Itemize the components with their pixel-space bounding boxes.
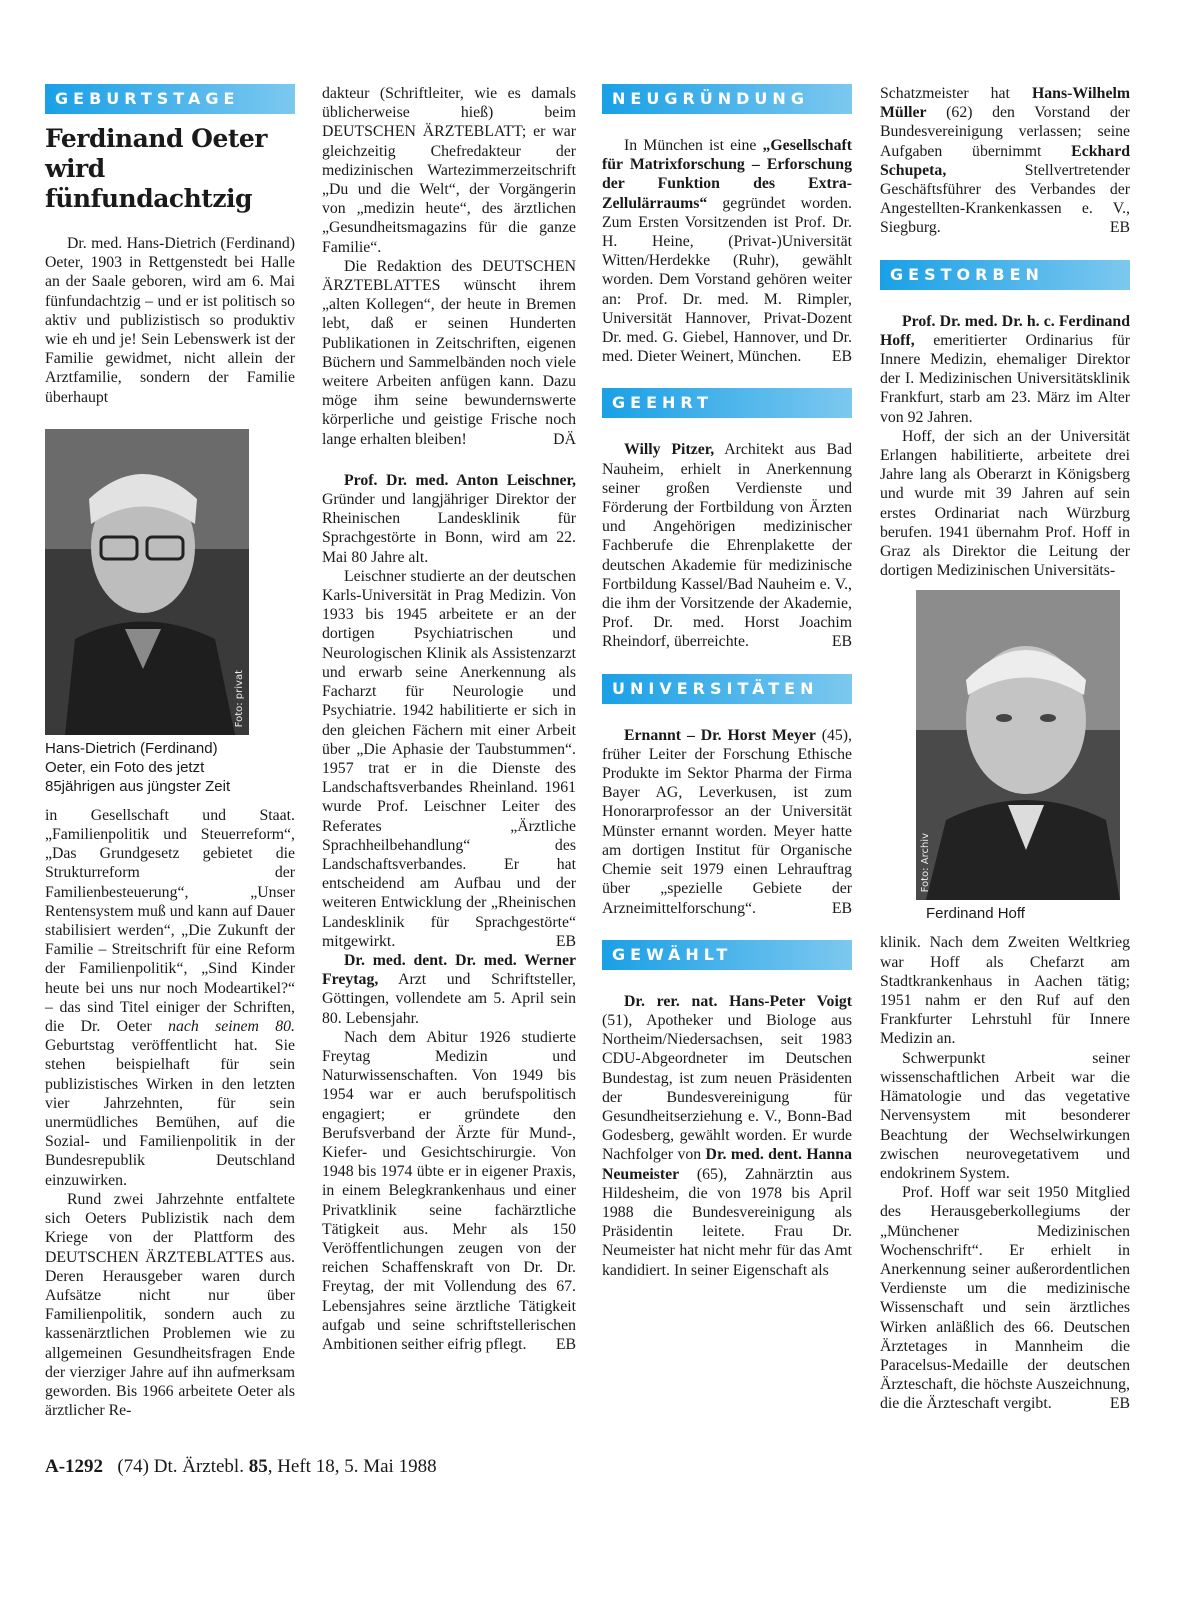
person-name: Dr. rer. nat. Hans-Peter Voigt bbox=[624, 992, 852, 1010]
geehrt-text: Architekt aus Bad Nauheim, erhielt in Anerkennung seiner großen Verdienste und Förderung der Fortbildung von Ärzten und Angehörigen medizinischer Fachberufe die Ehrenplakette der deutschen Akademie für medizinische Fortbildung Kassel/Bad Nauheim e. V., die ihm der Vorsitzende der Akademie, Prof. Dr. med. Horst Joachim Rheindorf, überreichte. bbox=[602, 441, 852, 651]
signature: EB bbox=[831, 633, 852, 651]
leischner-paragraph-2 bbox=[322, 567, 576, 951]
universitaeten-text: (45), früher Leiter der Forschung Ethische Produkte im Sektor Pharma der Firma Bayer AG, Leverkusen, ist zum Honorarprofessor an der Universität Münster ernannt worden. Meyer hatte am dortigen Institut für Organische Chemie seit 1979 einen Lehrauftrag über „spezielle Gebiete der Arzneimittelforschung“. bbox=[602, 726, 853, 917]
photo-credit: Foto: privat bbox=[234, 669, 245, 727]
page-footer bbox=[45, 1456, 437, 1478]
column-3 bbox=[602, 84, 852, 1280]
gewaehlt-paragraph-cont bbox=[880, 84, 1130, 238]
geehrt-paragraph bbox=[602, 440, 852, 651]
signature: EB bbox=[555, 932, 576, 950]
person-name: Eckhard Schupeta, bbox=[880, 142, 1130, 179]
universitaeten-paragraph bbox=[602, 726, 852, 918]
hoff-photo bbox=[916, 590, 1120, 900]
signature: EB bbox=[1109, 1395, 1130, 1413]
journal-issue: , Heft 18, 5. Mai 1988 bbox=[267, 1456, 437, 1477]
gewaehlt-text: Schatzmeister hat bbox=[880, 85, 1010, 102]
portrait-image bbox=[916, 590, 1120, 900]
gewaehlt-text: (51), Apotheker und Biologe aus Northeim/Niedersachsen, seit 1983 CDU-Abgeordneter im Deutschen Bundestag, ist zum neuen Präsidenten der Bundesvereinigung für Gesundheitserziehung e. V., Bonn-Bad Godesberg, gewählt worden. Er wurde Nachfolger von bbox=[602, 1011, 852, 1164]
person-name: Prof. Dr. med. Dr. h. c. Ferdinand Hoff, bbox=[880, 312, 1130, 349]
signature: EB bbox=[555, 1336, 576, 1353]
person-name: Dr. med. dent. Dr. med. Werner Freytag, bbox=[322, 951, 576, 989]
neugruendung-text: In München ist eine bbox=[624, 137, 757, 154]
column-2 bbox=[322, 84, 576, 1354]
person-name: Prof. Dr. med. Anton Leischner, bbox=[344, 471, 576, 489]
leischner-p2-text: Leischner studierte an der deutschen Karls-Universität in Prag Medizin. Von 1933 bis 1945 arbeitete er an der dortigen Psychiatrischen und Neurologischen Klinik als Assistenzarzt und erwarb seine Anerkennung als Facharzt für Neurologie und Psychiatrie. 1942 habilitierte er sich in den gleichen Fächern mit einer Arbeit über „Die Aphasie der Taubstummen“. 1957 trat er in die Dienste des Landschaftsverbandes Rheinland. 1961 wurde Prof. Leischner Leiter des Referates „Ärztliche Sprachheilbehandlung“ des Landschaftsverbandes. Er hat entscheidend am Aufbau und der weiteren Entwicklung der „Rheinischen Landesklinik für Sprachgestörte“ mitgewirkt. bbox=[322, 567, 576, 950]
hoff-p1-text: emeritierter Ordinarius für Innere Medizin, ehemaliger Direktor der I. Medizinischen Universitätsklinik Frankfurt, starb am 23. März im Alter von 92 Jahren. bbox=[880, 331, 1130, 426]
oeter-paragraph-1: Dr. med. Hans-Dietrich (Ferdinand) Oeter, 1903 in Rettgenstedt bei Halle an der Saale geboren, wird am 6. Mai fünfundachtzig – und er ist politisch so aktiv und publizistisch so produktiv wie eh und je! Sein Lebenswerk ist der Familie gewidmet, nicht allein der Arztfamilie, sondern der Familie überhaupt bbox=[45, 235, 295, 406]
oeter-paragraph-5 bbox=[322, 257, 576, 449]
signature: EB bbox=[831, 899, 852, 917]
photo-credit: Foto: Archiv bbox=[920, 833, 931, 893]
hoff-paragraph-2: Hoff, der sich an der Universität Erlangen habilitierte, arbeitete drei Jahre lang als Oberarzt in Königsberg und wurde mit 39 Jahren auf sein erstes Ordinariat nach Würzburg berufen. 1941 übernahm Prof. Hoff in Graz als Direktor die Leitung der dortigen Medizinischen Universitäts- bbox=[880, 427, 1130, 580]
portrait-image bbox=[45, 429, 249, 735]
headline-line-2: wird fünfundachtzig bbox=[45, 154, 253, 213]
section-header-gewaehlt: GEWÄHLT bbox=[602, 940, 852, 970]
freytag-paragraph-1 bbox=[322, 951, 576, 1028]
headline-line-1: Ferdinand Oeter bbox=[45, 124, 267, 153]
hoff-paragraph-4: Schwerpunkt seiner wissenschaftlichen Arbeit war die Hämatologie und das vegetative Nervensystem mit besonderer Beachtung der Wechselwirkungen zwischen neurovegetativem und endokrinem System. bbox=[880, 1049, 1130, 1182]
oeter-photo-caption: Hans-Dietrich (Ferdinand) Oeter, ein Foto des jetzt 85jährigen aus jüngster Zeit bbox=[45, 739, 231, 795]
signature: EB bbox=[831, 348, 852, 366]
section-header-neugruendung: NEUGRÜNDUNG bbox=[602, 84, 852, 114]
gewaehlt-text: Stellvertretender Geschäftsführer des Verbandes der Angestellten-Krankenkassen e. V., Siegburg. bbox=[880, 161, 1130, 237]
oeter-paragraph-4: dakteur (Schriftleiter, wie es damals üblicherweise hieß) beim DEUTSCHEN ÄRZTEBLATT; er war gleichzeitig Chefredakteur der medizinischen Wartezimmerzeitschrift „Du und die Welt“, der Vorgängerin von „medizin heute“, des ärztlichen „Gesundheitsmagazins für die ganze Familie“. bbox=[322, 85, 576, 256]
journal-volume: 85 bbox=[248, 1456, 268, 1477]
section-header-geehrt: GEEHRT bbox=[602, 388, 852, 418]
hoff-p5-text: Prof. Hoff war seit 1950 Mitglied des Herausgeberkollegiums der „Münchener Medizinischen Wochenschrift“. Er erhielt in Anerkennung seiner außerordentlichen Verdienste um die medizinische Wissenschaft und sein ärztliches Wirken anläßlich des 66. Deutschen Ärztetages in Mannheim die Paracelsus-Medaille der deutschen Ärzteschaft, die höchste Auszeichnung, die die Ärzteschaft vergibt. bbox=[880, 1184, 1130, 1413]
freytag-p2-text: Nach dem Abitur 1926 studierte Freytag Medizin und Naturwissenschaften. Von 1949 bis 1954 war er auch berufspolitisch engagiert; er gründete den Berufsverband der Ärzte für Mund-, Kiefer- und Gesichtschirurgie. Von 1948 bis 1974 übte er in eigener Praxis, in einem Belegkrankenhaus und einer Privatklinik seine fachärztliche Tätigkeit aus. Mehr als 150 Veröffentlichungen zeugen von der reichen Schaffenskraft von Dr. Dr. Freytag, der mit Vollendung des 67. Lebensjahres seine ärztliche Tätigkeit aufgab und seine schriftstellerischen Ambitionen seither eifrig pflegt. bbox=[322, 1028, 576, 1353]
gewaehlt-text: (62) den Vorstand der Bundesvereinigung verlassen; seine Aufgaben übernimmt bbox=[880, 104, 1130, 160]
oeter-photo bbox=[45, 429, 249, 735]
section-header-universitaeten: UNIVERSITÄTEN bbox=[602, 674, 852, 704]
hoff-paragraph-3: klinik. Nach dem Zweiten Weltkrieg war Hoff als Chefarzt am Stadtkrankenhaus in Aachen tätig; 1951 nahm er den Ruf auf den Frankfurter Lehrstuhl für Innere Medizin an. bbox=[880, 934, 1130, 1048]
journal-citation: (74) Dt. Ärztebl. bbox=[117, 1456, 244, 1477]
hoff-photo-caption: Ferdinand Hoff bbox=[926, 905, 1025, 923]
leischner-paragraph-1 bbox=[322, 471, 576, 567]
hoff-paragraph-5 bbox=[880, 1183, 1130, 1413]
article-headline bbox=[45, 124, 295, 214]
leischner-p1-text: Gründer und langjähriger Direktor der Rheinischen Landesklinik für Sprachgestörte in Bonn, wird am 22. Mai 80 Jahre alt. bbox=[322, 491, 576, 566]
person-name: Dr. med. dent. Hanna Neumeister bbox=[602, 1146, 852, 1183]
neugruendung-paragraph bbox=[602, 136, 852, 366]
person-name: Ernannt – Dr. Horst Meyer bbox=[624, 726, 816, 744]
section-header-gestorben: GESTORBEN bbox=[880, 260, 1130, 290]
oeter-p2-text-cont: Geburtstag veröffentlicht hat. Sie stehen beispielhaft für sein publizistisches Wirken in den letzten vier Jahrzehnten, für sein unermüdliches Bemühen, auf die Sozial- und Familienpolitik in der Bundesrepublik Deutschland einzuwirken. bbox=[45, 1037, 295, 1189]
section-header-geburtstage: GEBURTSTAGE bbox=[45, 84, 295, 114]
column-4 bbox=[880, 84, 1130, 1414]
page-number: A-1292 bbox=[45, 1456, 104, 1477]
oeter-p2-text: in Gesellschaft und Staat. „Familienpolitik und Steuerreform“, „Das Grundgesetz gebietet die Strukturreform der Familienbesteuerung“, „Unser Rentensystem muß und kann auf Dauer stabilisiert werden“, „Die Zukunft der Familie – Streitschrift für eine Reform der Familienpolitik“, „Sind Kinder heute bei uns nur noch Modeartikel?“ – das sind Titel einiger der Schriften, die Dr. Oeter bbox=[45, 806, 295, 1036]
oeter-paragraph-2 bbox=[45, 806, 295, 1190]
column-1 bbox=[45, 84, 295, 1420]
gewaehlt-text-cont: (65), Zahnärztin aus Hildesheim, die von 1978 bis April 1988 die Bundesvereinigung als Präsidentin leitete. Frau Dr. Neumeister hat nicht mehr für das Amt kandidiert. In seiner Eigenschaft als bbox=[602, 1165, 852, 1279]
signature: DÄ bbox=[553, 430, 576, 448]
oeter-p5-text: Die Redaktion des DEUTSCHEN ÄRZTEBLATTES wünscht ihrem „alten Kollegen“, der heute in Bremen lebt, daß er seinen Hunderten Publikationen in Zeitschriften, eigenen Büchern und Sammelbänden noch viele weitere Arbeiten anfügen kann. Dazu möge ihm seine bewundernswerte körperliche und geistige Frische noch lange erhalten bleiben! bbox=[322, 257, 576, 448]
person-name: Willy Pitzer, bbox=[624, 441, 715, 459]
person-name: Hans-Wilhelm Müller bbox=[880, 85, 1130, 122]
neugruendung-text-cont: gegründet worden. Zum Ersten Vorsitzenden ist Prof. Dr. H. Heine, (Privat-)Universität Witten/Herdekke (Ruhr), gewählt worden. Dem Vorstand gehören weiter an: Prof. Dr. med. M. Rimpler, Universität Hannover, Privat-Dozent Dr. med. G. Giebel, Hannover, und Dr. med. Dieter Weinert, München. bbox=[602, 194, 852, 366]
gewaehlt-paragraph bbox=[602, 992, 852, 1280]
freytag-paragraph-2 bbox=[322, 1028, 576, 1354]
oeter-p2-emphasis: nach seinem 80. bbox=[168, 1018, 295, 1036]
signature: EB bbox=[1109, 219, 1130, 237]
organization-name: „Gesellschaft für Matrixforschung – Erforschung der Funktion des Extra-Zellulärraums“ bbox=[602, 137, 852, 212]
oeter-paragraph-3: Rund zwei Jahrzehnte entfaltete sich Oeters Publizistik nach dem Kriege von der Plattform des DEUTSCHEN ÄRZTEBLATTES aus. Deren Herausgeber waren durch Aufsätze nicht nur über Familienpolitik, sondern auch zu kassenärztlichen Problemen wie zu allgemeinen Gesundheitsfragen Ende der vierziger Jahre auf ihn aufmerksam geworden. Bis 1966 arbeitete Oeter als ärztlicher Re- bbox=[45, 1190, 295, 1420]
hoff-paragraph-1 bbox=[880, 312, 1130, 427]
freytag-p1-text: Arzt und Schriftsteller, Göttingen, vollendete am 5. April sein 80. Lebensjahr. bbox=[322, 971, 576, 1027]
